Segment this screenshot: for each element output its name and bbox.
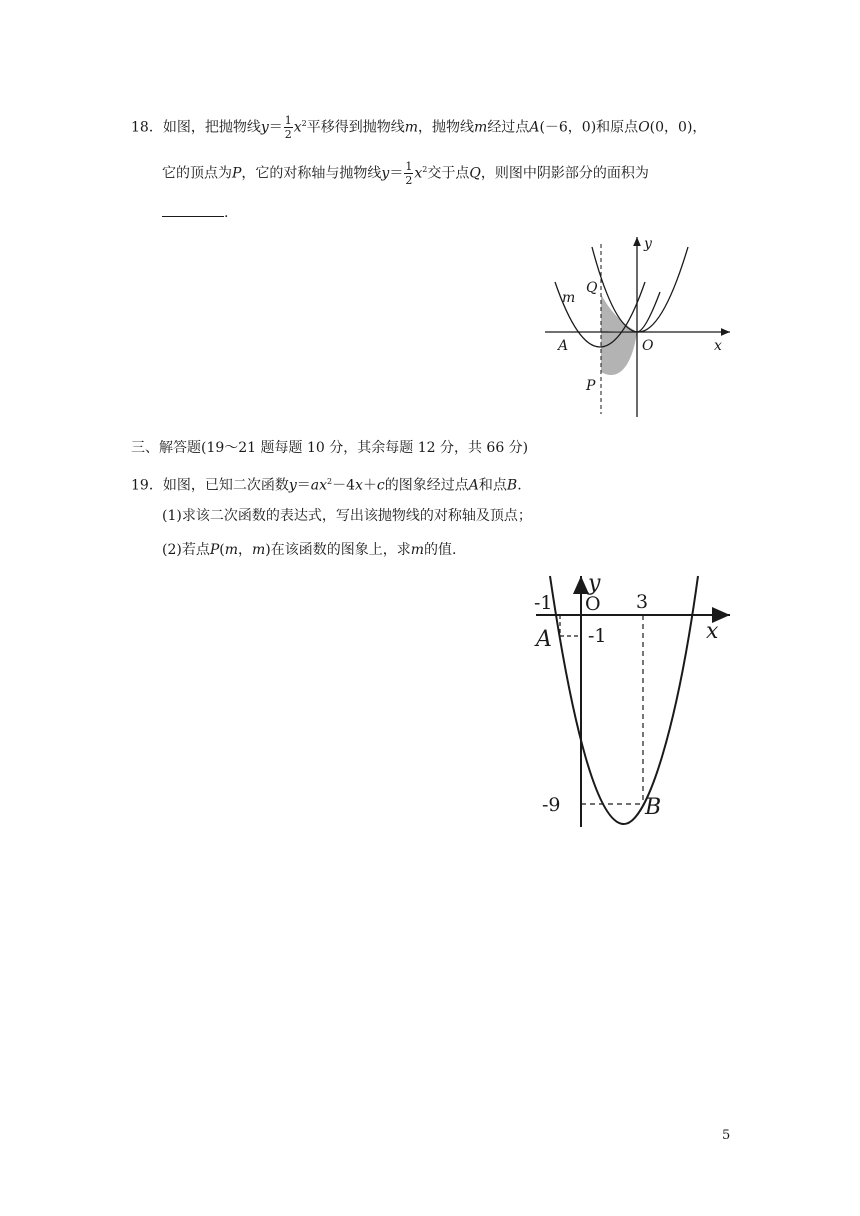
parabola-19 — [550, 576, 698, 824]
figure-18 — [540, 232, 740, 422]
label-x: x — [714, 338, 722, 354]
label-Q: Q — [586, 280, 598, 296]
q19-part1: (1)求该二次函数的表达式，写出该抛物线的对称轴及顶点； — [162, 508, 532, 524]
label-x-19: x — [706, 619, 719, 644]
label-m: m — [562, 290, 576, 306]
page-number: 5 — [722, 1128, 731, 1143]
q19-part2: (2)若点P(m，m)在该函数的图象上，求m的值. — [162, 542, 457, 558]
section-title: 三、解答题(19～21 题每题 10 分，其余每题 12 分，共 66 分) — [131, 440, 529, 456]
fraction-half: $\frac{1}{2}$ — [284, 114, 292, 142]
q19-line1: 19．如图，已知二次函数$y=ax^2-4x+c$的图象经过点A和点B. — [131, 477, 522, 494]
label-3: 3 — [636, 591, 649, 613]
label-O-19: O — [585, 593, 601, 615]
answer-blank — [162, 202, 224, 217]
label-A-19: A — [536, 627, 552, 652]
label-neg1-x: -1 — [534, 592, 553, 614]
q18-line3: . — [162, 202, 228, 223]
figure-19 — [528, 572, 738, 832]
label-P: P — [586, 378, 596, 394]
shaded-region — [601, 294, 637, 332]
label-A: A — [558, 338, 569, 354]
label-y-19: y — [588, 572, 601, 596]
label-B-19: B — [645, 795, 662, 820]
label-neg9: -9 — [542, 794, 561, 816]
label-neg1-y: -1 — [588, 625, 607, 647]
label-O: O — [642, 338, 654, 354]
shaded-region-lower — [601, 332, 637, 375]
label-y: y — [644, 236, 652, 252]
q18-line1: 18．如图，把抛物线y＝ $\frac{1}{2}$ $x^2$平移得到抛物线m，抛物线m经过点A(－6，0)和原点O(0，0)， — [131, 114, 707, 142]
parabola-base-right — [637, 292, 660, 332]
fraction-half-2: $\frac{1}{2}$ — [405, 160, 413, 188]
q18-line2: 它的顶点为P，它的对称轴与抛物线y＝ $\frac{1}{2}$ $x^2$交于点Q，则图中阴影部分的面积为 — [162, 160, 649, 188]
